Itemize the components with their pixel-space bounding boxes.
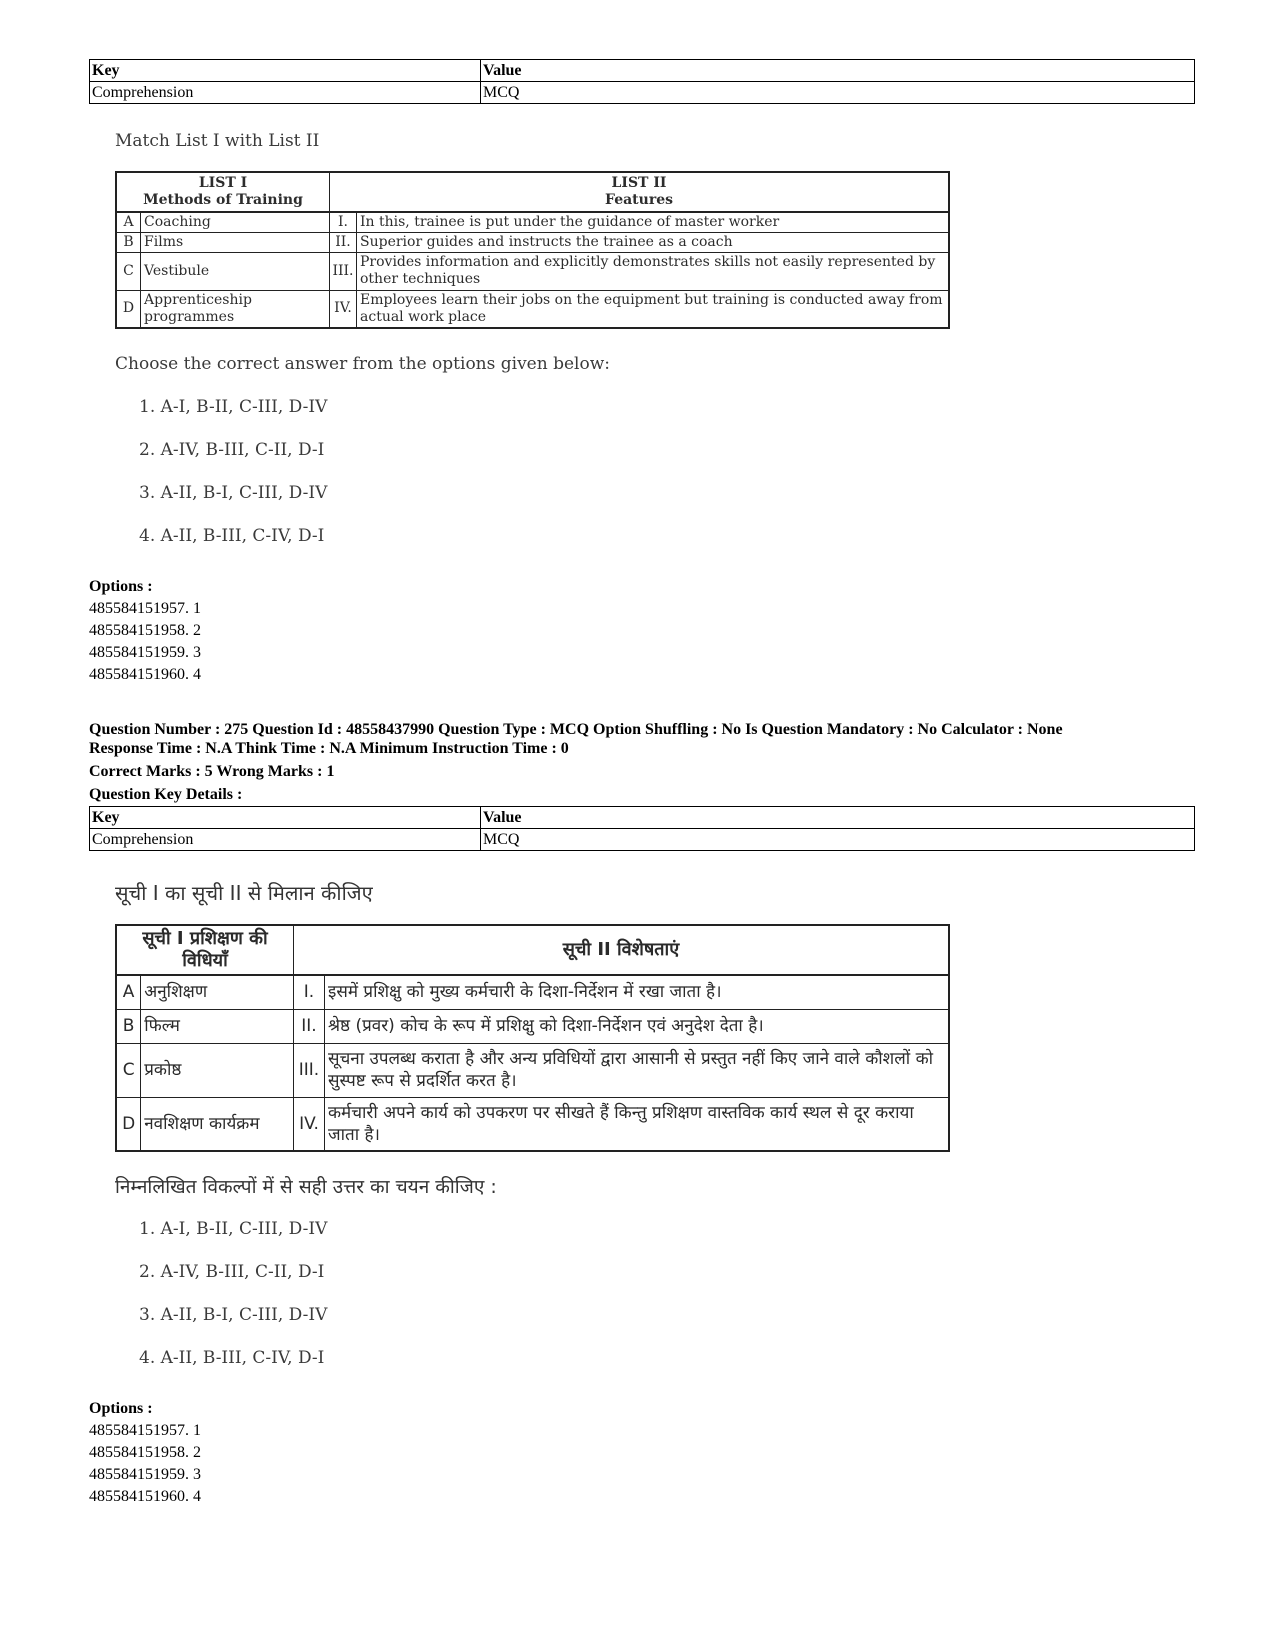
option-id-4: 485584151960. 4 [89, 1488, 201, 1505]
row-roman: IV. [294, 1097, 325, 1151]
key-cell: Comprehension [90, 829, 481, 851]
match-list-table [115, 924, 950, 1152]
row-item: अनुशिक्षण [141, 975, 294, 1009]
question-image-hi [115, 879, 373, 906]
row-roman: III. [294, 1043, 325, 1097]
row-roman: I. [294, 975, 325, 1009]
row-letter: A [116, 975, 141, 1009]
row-item: नवशिक्षण कार्यक्रम [141, 1097, 294, 1151]
table-row [116, 232, 949, 252]
match-table-hi-wrap [115, 924, 950, 1152]
header-key: Key [90, 60, 481, 82]
row-feature: Provides information and explicitly demonstrates skills not easily represented by other techniques [357, 252, 950, 290]
row-item: Vestibule [141, 252, 330, 290]
table-row [116, 1043, 949, 1097]
answer-option-2: 2. A-IV, B-III, C-II, D-I [139, 1262, 325, 1282]
row-feature: इसमें प्रशिक्षु को मुख्य कर्मचारी के दिशा-निर्देशन में रखा जाता है। [325, 975, 950, 1009]
row-feature: कर्मचारी अपने कार्य को उपकरण पर सीखते हैं किन्तु प्रशिक्षण वास्तविक कार्य स्थल से दूर कराया जाता है। [325, 1097, 950, 1151]
header-key: Key [90, 807, 481, 829]
table-row [116, 252, 949, 290]
answer-option-1: 1. A-I, B-II, C-III, D-IV [139, 1219, 328, 1239]
key-value-table [89, 806, 1195, 851]
row-roman: IV. [330, 290, 357, 328]
choose-instruction: निम्नलिखित विकल्पों में से सही उत्तर का चयन कीजिए : [115, 1176, 497, 1198]
answer-option-4: 4. A-II, B-III, C-IV, D-I [139, 1348, 325, 1368]
table-row [116, 975, 949, 1009]
table-row [116, 1097, 949, 1151]
option-id-3: 485584151959. 3 [89, 644, 201, 661]
list2-header [330, 172, 950, 212]
question-meta-line2: Response Time : N.A Think Time : N.A Minimum Instruction Time : 0 [89, 740, 569, 757]
answer-option-3: 3. A-II, B-I, C-III, D-IV [139, 1305, 328, 1325]
options-label: Options : [89, 578, 153, 595]
row-feature: श्रेष्ठ (प्रवर) कोच के रूप में प्रशिक्षु को दिशा-निर्देशन एवं अनुदेश देता है। [325, 1009, 950, 1043]
list1-header [116, 172, 330, 212]
row-roman: II. [330, 232, 357, 252]
row-letter: D [116, 290, 141, 328]
row-letter: B [116, 232, 141, 252]
list2-subtitle: Features [605, 192, 673, 208]
value-cell: MCQ [481, 829, 1195, 851]
row-letter: B [116, 1009, 141, 1043]
answer-option-4: 4. A-II, B-III, C-IV, D-I [139, 526, 325, 546]
row-feature: In this, trainee is put under the guidance of master worker [357, 212, 950, 232]
question-prompt: Match List I with List II [115, 131, 320, 151]
table-row [90, 82, 1195, 104]
key-cell: Comprehension [90, 82, 481, 104]
answer-option-1: 1. A-I, B-II, C-III, D-IV [139, 397, 328, 417]
table-row [116, 212, 949, 232]
table-row [90, 829, 1195, 851]
row-roman: III. [330, 252, 357, 290]
option-id-3: 485584151959. 3 [89, 1466, 201, 1483]
row-roman: I. [330, 212, 357, 232]
row-letter: C [116, 252, 141, 290]
option-id-2: 485584151958. 2 [89, 622, 201, 639]
question-marks: Correct Marks : 5 Wrong Marks : 1 [89, 763, 335, 780]
table-header-row [90, 60, 1195, 82]
table-row [116, 1009, 949, 1043]
match-table-en-wrap [115, 171, 950, 329]
choose-instruction: Choose the correct answer from the options given below: [115, 354, 610, 374]
list2-header: सूची II विशेषताएं [294, 925, 950, 975]
answer-block-hi [115, 1173, 497, 1368]
row-item: Apprenticeship programmes [141, 290, 330, 328]
match-list-table [115, 171, 950, 329]
question-meta-line1: Question Number : 275 Question Id : 48558437990 Question Type : MCQ Option Shuffling : No Is Question Mandatory : No Calculator : None [89, 721, 1063, 738]
row-feature: Employees learn their jobs on the equipment but training is conducted away from actual work place [357, 290, 950, 328]
options-label: Options : [89, 1400, 153, 1417]
row-item: Films [141, 232, 330, 252]
list1-subtitle: Methods of Training [143, 192, 303, 208]
option-id-1: 485584151957. 1 [89, 600, 201, 617]
match-header-row [116, 172, 949, 212]
row-roman: II. [294, 1009, 325, 1043]
list2-title: LIST II [611, 175, 667, 191]
row-letter: A [116, 212, 141, 232]
row-item: प्रकोष्ठ [141, 1043, 294, 1097]
row-item: Coaching [141, 212, 330, 232]
list1-header: सूची I प्रशिक्षण की विधियाँ [116, 925, 294, 975]
row-letter: D [116, 1097, 141, 1151]
value-cell: MCQ [481, 82, 1195, 104]
header-value: Value [481, 60, 1195, 82]
answer-block-en [115, 354, 610, 546]
list1-title: LIST I [198, 175, 248, 191]
row-feature: सूचना उपलब्ध कराता है और अन्य प्रविधियों द्वारा आसानी से प्रस्तुत नहीं किए जाने वाले कौशलों को सुस्पष्ट रूप से प्रदर्शित करत है। [325, 1043, 950, 1097]
option-id-4: 485584151960. 4 [89, 666, 201, 683]
answer-option-3: 3. A-II, B-I, C-III, D-IV [139, 483, 328, 503]
option-id-1: 485584151957. 1 [89, 1422, 201, 1439]
table-row [116, 290, 949, 328]
question-prompt: सूची I का सूची II से मिलान कीजिए [115, 881, 373, 905]
header-value: Value [481, 807, 1195, 829]
match-header-row [116, 925, 949, 975]
row-feature: Superior guides and instructs the trainee as a coach [357, 232, 950, 252]
table-header-row [90, 807, 1195, 829]
row-letter: C [116, 1043, 141, 1097]
row-item: फिल्म [141, 1009, 294, 1043]
question-key-details-label: Question Key Details : [89, 786, 243, 803]
option-id-2: 485584151958. 2 [89, 1444, 201, 1461]
answer-option-2: 2. A-IV, B-III, C-II, D-I [139, 440, 325, 460]
question-image-en [115, 131, 319, 151]
key-value-table [89, 59, 1195, 104]
